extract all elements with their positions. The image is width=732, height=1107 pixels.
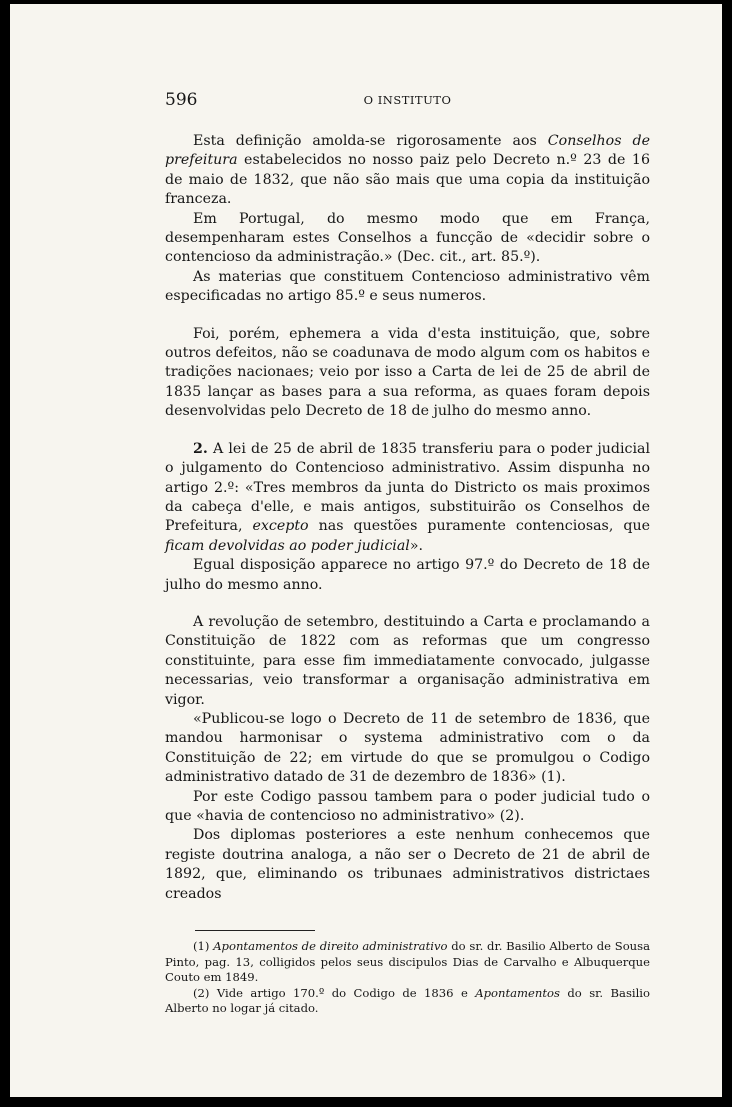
italic-text: Conselhos de prefeitura: [165, 133, 650, 169]
footnotes: [165, 939, 650, 1017]
paragraph: Por este Codigo passou tambem para o poder judicial tudo o que «havia de contencioso no administrativo» (2).: [165, 788, 650, 824]
text-span: do sr. dr. Basilio Alberto de Sousa Pinto, pag. 13, colligidos pelos seus discipulos Dias de Carvalho e Albuquerque Couto em 1849.: [165, 939, 650, 985]
text-span: nas questões puramente contenciosas, que: [308, 518, 650, 535]
text-span: do sr. Basilio Alberto no logar já citado.: [165, 985, 650, 1016]
body-text: [165, 132, 650, 904]
footnote: [165, 939, 650, 986]
text-span: ».: [409, 537, 424, 554]
italic-text: excepto: [252, 518, 309, 535]
paragraph: Egual disposição apparece no artigo 97.º do Decreto de 18 de julho do mesmo anno.: [165, 557, 650, 593]
running-title: O INSTITUTO: [363, 93, 452, 107]
section-gap: [165, 595, 650, 613]
section-gap: [165, 422, 650, 440]
scanned-page: [10, 4, 722, 1097]
footnote-divider: [195, 930, 315, 931]
page-number: 596: [165, 90, 198, 110]
italic-text: Apontamentos: [475, 985, 560, 1000]
italic-text: Apontamentos de direito administrativo: [213, 939, 448, 954]
section-number: 2.: [193, 440, 208, 457]
paragraph: «Publicou-se logo o Decreto de 11 de setembro de 1836, que mandou harmonisar o systema administrativo com o da Constituição de 22; em virtude do que se promulgou o Codigo administrativo datado de 31 de dezembro de 1836» (1).: [165, 710, 650, 786]
paragraph: As materias que constituem Contencioso administrativo vêm especificadas no artigo 85.º e seus numeros.: [165, 268, 650, 305]
paragraph: [165, 440, 650, 556]
paragraph: [165, 132, 650, 210]
text-span: estabelecidos no nosso paiz pelo Decreto n.º 23 de 16 de maio de 1832, que não são mais que uma copia da instituição franceza.: [165, 152, 650, 208]
section-gap: [165, 307, 650, 325]
paragraph: A revolução de setembro, destituindo a Carta e proclamando a Constituição de 1822 com as reformas que um congresso constituinte, para esse fim immediatamente convocado, julgasse necessarias, veio transformar a organisação administrativa em vigor.: [165, 613, 650, 708]
text-span: Esta definição amolda-se rigorosamente aos: [193, 133, 548, 149]
paragraph: Em Portugal, do mesmo modo que em França, desempenharam estes Conselhos a funcção de «decidir sobre o contencioso da administração.» (Dec. cit., art. 85.º).: [165, 210, 650, 266]
paragraph: Dos diplomas posteriores a este nenhum conhecemos que registe doutrina analoga, a não ser o Decreto de 21 de abril de 1892, que, eliminando os tribunaes administrativos districtaes creados: [165, 827, 650, 902]
text-span: (2) Vide artigo 170.º do Codigo de 1836 e: [193, 985, 476, 1000]
italic-text: ficam devolvidas ao poder judicial: [165, 537, 410, 554]
footnote-number: (1): [193, 939, 214, 954]
text-span: A lei de 25 de abril de 1835 transferiu para o poder judicial o julgamento do Contencioso administrativo. Assim dispunha no artigo 2.º: «Tres membros da junta do Districto os mais proximos da cabeça d'elle, e mais antigos, substituirão os Conselhos de Prefeitura,: [165, 440, 650, 535]
footnote: [165, 986, 650, 1017]
running-head: [165, 90, 650, 114]
page-content: [165, 90, 650, 1017]
paragraph: Foi, porém, ephemera a vida d'esta instituição, que, sobre outros defeitos, não se coadunava de modo algum com os habitos e tradições nacionaes; veio por isso a Carta de lei de 25 de abril de 1835 lançar as bases para a sua reforma, as quaes foram depois desenvolvidas pelo Decreto de 18 de julho do mesmo anno.: [165, 325, 651, 420]
